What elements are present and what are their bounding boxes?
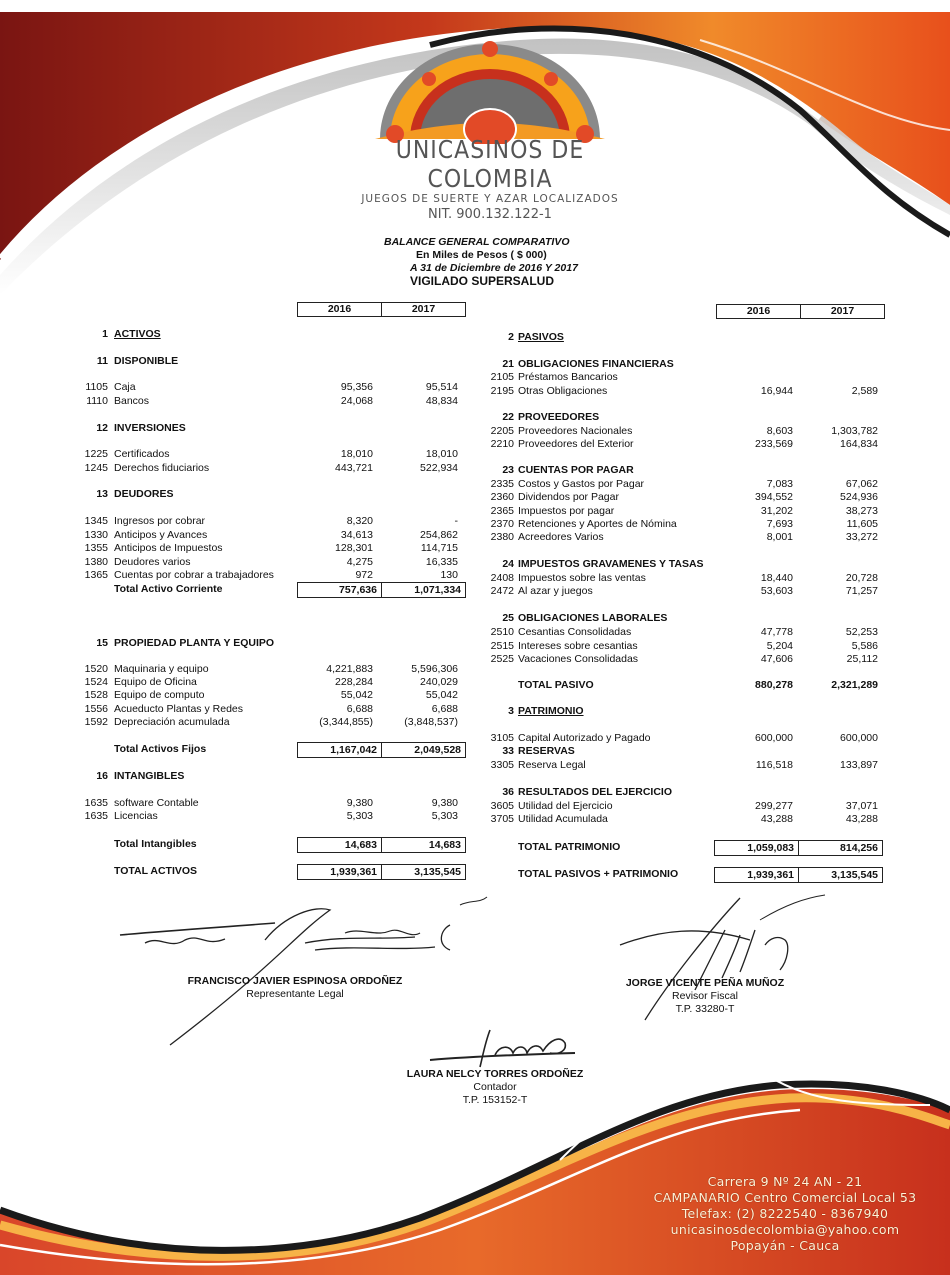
- account-code: 1520: [84, 663, 108, 675]
- account-code: 2472: [490, 585, 514, 597]
- account-code: 2510: [490, 626, 514, 638]
- total-2017: 2,049,528: [381, 743, 465, 757]
- total-2017: 814,256: [798, 841, 882, 855]
- account-code: 1524: [84, 676, 108, 688]
- year-2017: 2017: [381, 303, 465, 316]
- value-2016: 6,688: [346, 703, 373, 715]
- value-2017: 240,029: [420, 676, 458, 688]
- account-code: 12: [96, 422, 108, 434]
- total-equity-box: [714, 840, 883, 856]
- account-code: 2335: [490, 478, 514, 490]
- footer-location: CAMPANARIO Centro Comercial Local 53: [653, 1190, 917, 1205]
- account-label: PROPIEDAD PLANTA Y EQUIPO: [114, 637, 275, 649]
- value-2017: 55,042: [425, 689, 458, 701]
- account-label: Equipo de Oficina: [114, 676, 197, 688]
- account-label: Utilidad del Ejercicio: [518, 800, 613, 812]
- account-label: Proveedores Nacionales: [518, 425, 633, 437]
- account-label: Caja: [114, 381, 136, 393]
- account-label: Préstamos Bancarios: [518, 371, 618, 383]
- report-title: BALANCE GENERAL COMPARATIVO: [384, 236, 570, 248]
- value-2017: 254,862: [420, 529, 458, 541]
- assets-year-header: [297, 302, 466, 317]
- value-2016: 233,569: [755, 438, 793, 450]
- account-label: RESULTADOS DEL EJERCICIO: [518, 786, 673, 798]
- account-code: 2370: [490, 518, 514, 530]
- account-code: 36: [502, 786, 514, 798]
- account-code: 33: [502, 745, 514, 757]
- account-code: 1330: [84, 529, 108, 541]
- value-2017: -: [454, 515, 458, 527]
- total-2017: 14,683: [381, 838, 465, 852]
- signer-role: Revisor Fiscal: [672, 990, 738, 1002]
- account-label: Anticipos de Impuestos: [114, 542, 223, 554]
- account-code: 3105: [490, 732, 514, 744]
- account-code: 22: [502, 411, 514, 423]
- account-code: 13: [96, 488, 108, 500]
- value-2017: 16,335: [425, 556, 458, 568]
- account-code: 21: [502, 358, 514, 370]
- account-code: 2408: [490, 572, 514, 584]
- account-label: Capital Autorizado y Pagado: [518, 732, 651, 744]
- account-code: 3605: [490, 800, 514, 812]
- signer-name: FRANCISCO JAVIER ESPINOSA ORDOÑEZ: [187, 975, 403, 987]
- account-label: Depreciación acumulada: [114, 716, 230, 728]
- report-oversight: VIGILADO SUPERSALUD: [410, 274, 555, 288]
- account-label: DISPONIBLE: [114, 355, 179, 367]
- brand-tagline: JUEGOS DE SUERTE Y AZAR LOCALIZADOS: [361, 193, 619, 205]
- account-label: TOTAL PASIVO: [518, 679, 594, 691]
- account-label: Retenciones y Aportes de Nómina: [518, 518, 677, 530]
- total-2016: 757,636: [339, 584, 377, 596]
- footer-address: [650, 1174, 920, 1254]
- footer-street: Carrera 9 Nº 24 AN - 21: [707, 1174, 863, 1189]
- account-code: 2205: [490, 425, 514, 437]
- value-2016: 972: [355, 569, 373, 581]
- account-label: CUENTAS POR PAGAR: [518, 464, 634, 476]
- brand-nit: NIT. 900.132.122-1: [428, 207, 552, 222]
- account-code: 2380: [490, 531, 514, 543]
- account-code: 2195: [490, 385, 514, 397]
- account-code: 2: [508, 331, 514, 343]
- account-code: 1556: [84, 703, 108, 715]
- total-current-box: [297, 582, 466, 598]
- account-code: 3: [508, 705, 514, 717]
- account-label: Reserva Legal: [518, 759, 586, 771]
- account-label: RESERVAS: [518, 745, 575, 757]
- value-2017: 130: [440, 569, 458, 581]
- account-label: Total Activo Corriente: [114, 583, 223, 595]
- account-label: software Contable: [114, 797, 199, 809]
- value-2016: 128,301: [335, 542, 373, 554]
- value-2017: 114,715: [420, 542, 458, 554]
- value-2016: 5,204: [766, 640, 793, 652]
- account-label: Vacaciones Consolidadas: [518, 653, 639, 665]
- value-2016: 116,518: [755, 759, 793, 771]
- account-label: Utilidad Acumulada: [518, 813, 608, 825]
- value-2016: 8,320: [346, 515, 373, 527]
- year-2017: 2017: [800, 305, 884, 318]
- signer-role: Representante Legal: [246, 988, 344, 1000]
- account-label: Acreedores Varios: [518, 531, 604, 543]
- value-2017: 2,589: [851, 385, 878, 397]
- signer-name: JORGE VICENTE PEÑA MUÑOZ: [625, 977, 785, 989]
- report-title-block: [370, 236, 610, 288]
- account-label: Dividendos por Pagar: [518, 491, 619, 503]
- account-label: Al azar y juegos: [518, 585, 593, 597]
- value-2016: 43,288: [760, 813, 793, 825]
- account-label: INVERSIONES: [114, 422, 186, 434]
- value-2017: 52,253: [845, 626, 878, 638]
- account-label: TOTAL PATRIMONIO: [518, 841, 621, 853]
- account-label: Total Activos Fijos: [114, 743, 207, 755]
- value-2016: 18,440: [760, 572, 793, 584]
- value-2016: 24,068: [340, 395, 373, 407]
- value-2017: 20,728: [845, 572, 878, 584]
- liabilities-year-header: [716, 304, 885, 319]
- account-code: 25: [502, 612, 514, 624]
- value-2017: 524,936: [840, 491, 878, 503]
- total-2016: 1,939,361: [747, 869, 794, 881]
- account-label: Proveedores del Exterior: [518, 438, 634, 450]
- total-liabilities-equity-box: [714, 867, 883, 883]
- total-2017: 3,135,545: [381, 865, 465, 879]
- account-label: PASIVOS: [518, 331, 564, 343]
- account-label: Ingresos por cobrar: [114, 515, 206, 527]
- account-code: 24: [502, 558, 514, 570]
- value-2016: 8,001: [766, 531, 793, 543]
- account-code: 3705: [490, 813, 514, 825]
- account-label: PATRIMONIO: [518, 705, 584, 717]
- account-code: 1345: [84, 515, 108, 527]
- value-2017: 33,272: [845, 531, 878, 543]
- account-code: 1355: [84, 542, 108, 554]
- value-2017: 95,514: [425, 381, 458, 393]
- account-code: 16: [96, 770, 108, 782]
- value-2017: 5,596,306: [411, 663, 458, 675]
- account-code: 1: [102, 328, 108, 340]
- account-code: 1365: [84, 569, 108, 581]
- signer-role: Contador: [473, 1081, 517, 1093]
- total-assets-box: [297, 864, 466, 880]
- account-code: 1110: [86, 395, 108, 407]
- total-2016: 1,167,042: [330, 744, 377, 756]
- account-label: Impuestos por pagar: [518, 505, 615, 517]
- account-label: Deudores varios: [114, 556, 191, 568]
- value-2017: 9,380: [431, 797, 458, 809]
- account-label: Impuestos sobre las ventas: [518, 572, 646, 584]
- value-2017: 48,834: [425, 395, 458, 407]
- signer-name: LAURA NELCY TORRES ORDOÑEZ: [406, 1068, 584, 1080]
- account-code: 2365: [490, 505, 514, 517]
- signature-accountant: [380, 1068, 610, 1107]
- account-label: Otras Obligaciones: [518, 385, 608, 397]
- signer-tp: T.P. 33280-T: [675, 1003, 735, 1015]
- account-code: 2515: [490, 640, 514, 652]
- value-2017: 164,834: [840, 438, 878, 450]
- footer-city: Popayán - Cauca: [730, 1238, 840, 1253]
- account-label: OBLIGACIONES FINANCIERAS: [518, 358, 674, 370]
- account-code: 1380: [84, 556, 108, 568]
- account-code: 2360: [490, 491, 514, 503]
- value-2016: 53,603: [760, 585, 793, 597]
- account-label: INTANGIBLES: [114, 770, 185, 782]
- account-label: Equipo de computo: [114, 689, 205, 701]
- account-label: Anticipos y Avances: [114, 529, 208, 541]
- account-code: 1245: [84, 462, 108, 474]
- value-2016: 8,603: [766, 425, 793, 437]
- value-2017: 600,000: [840, 732, 878, 744]
- account-label: PROVEEDORES: [518, 411, 600, 423]
- account-code: 2105: [490, 371, 514, 383]
- value-2016: 18,010: [340, 448, 373, 460]
- value-2016: 394,552: [755, 491, 793, 503]
- total-2016: 14,683: [344, 839, 377, 851]
- account-code: 3305: [490, 759, 514, 771]
- account-label: Certificados: [114, 448, 170, 460]
- value-2017: 25,112: [846, 653, 878, 665]
- year-2016: 2016: [746, 305, 771, 317]
- value-2016: 4,275: [346, 556, 373, 568]
- company-logo: [360, 34, 620, 222]
- value-2017: 38,273: [845, 505, 878, 517]
- value-2017: 11,605: [846, 518, 878, 530]
- value-2017: 522,934: [420, 462, 458, 474]
- total-2017: 3,135,545: [798, 868, 882, 882]
- account-code: 2525: [490, 653, 514, 665]
- account-label: IMPUESTOS GRAVAMENES Y TASAS: [518, 558, 704, 570]
- footer-email[interactable]: unicasinosdecolombia@yahoo.com: [670, 1222, 900, 1237]
- account-label: Derechos fiduciarios: [114, 462, 210, 474]
- account-label: TOTAL ACTIVOS: [114, 865, 198, 877]
- value-2017: 37,071: [845, 800, 878, 812]
- signer-tp: T.P. 153152-T: [462, 1094, 528, 1106]
- value-2016: 7,693: [766, 518, 793, 530]
- value-2016: 47,778: [760, 626, 793, 638]
- account-code: 1225: [84, 448, 108, 460]
- account-label: Costos y Gastos por Pagar: [518, 478, 645, 490]
- value-2016: 9,380: [346, 797, 373, 809]
- value-2016: 7,083: [766, 478, 793, 490]
- total-2016: 1,939,361: [330, 866, 377, 878]
- value-2016: 5,303: [346, 810, 373, 822]
- total-intangibles-box: [297, 837, 466, 853]
- value-2017: 18,010: [425, 448, 458, 460]
- value-2016: (3,344,855): [319, 716, 373, 728]
- footer-phone: Telefax: (2) 8222540 - 8367940: [681, 1206, 889, 1221]
- account-code: 1635: [84, 797, 108, 809]
- account-code: 1635: [84, 810, 108, 822]
- signature-laura-drawing: [425, 1025, 585, 1070]
- report-date: A 31 de Diciembre de 2016 Y 2017: [410, 262, 578, 274]
- account-code: 1105: [85, 381, 108, 393]
- account-label: Total Intangibles: [114, 838, 197, 850]
- value-2016: 600,000: [755, 732, 793, 744]
- report-units: En Miles de Pesos ( $ 000): [416, 249, 547, 261]
- value-2017: (3,848,537): [404, 716, 458, 728]
- value-2016: 55,042: [340, 689, 373, 701]
- value-2017: 1,303,782: [831, 425, 878, 437]
- total-fixed-box: [297, 742, 466, 758]
- account-code: 15: [96, 637, 108, 649]
- brand-name: UNICASINOS DE COLOMBIA: [395, 136, 585, 194]
- account-code: 1592: [84, 716, 108, 728]
- value-2017: 6,688: [431, 703, 458, 715]
- account-label: Acueducto Plantas y Redes: [114, 703, 243, 715]
- value-2016: 443,721: [335, 462, 373, 474]
- value-2017: 43,288: [845, 813, 878, 825]
- year-2016: 2016: [327, 303, 352, 315]
- account-code: 2210: [490, 438, 514, 450]
- value-2017: 133,897: [840, 759, 878, 771]
- account-label: TOTAL PASIVOS + PATRIMONIO: [518, 868, 679, 880]
- logo-arch-icon: [365, 34, 615, 144]
- value-2017: 5,303: [431, 810, 458, 822]
- value-2016: 31,202: [760, 505, 793, 517]
- value-2016: 4,221,883: [326, 663, 373, 675]
- account-label: Cesantias Consolidadas: [518, 626, 632, 638]
- account-code: 11: [96, 355, 108, 367]
- total-2017: 1,071,334: [381, 583, 465, 597]
- account-label: Intereses sobre cesantias: [518, 640, 638, 652]
- value-2016: 34,613: [340, 529, 373, 541]
- value-2016: 299,277: [755, 800, 793, 812]
- signature-auditor: [605, 977, 805, 1016]
- account-label: OBLIGACIONES LABORALES: [518, 612, 668, 624]
- value-2016: 880,278: [755, 679, 793, 691]
- value-2016: 47,606: [760, 653, 793, 665]
- account-code: 1528: [84, 689, 108, 701]
- value-2016: 228,284: [335, 676, 373, 688]
- value-2017: 5,586: [851, 640, 878, 652]
- value-2017: 71,257: [845, 585, 878, 597]
- account-code: 23: [502, 464, 514, 476]
- value-2017: 67,062: [845, 478, 878, 490]
- total-2016: 1,059,083: [747, 842, 794, 854]
- value-2017: 2,321,289: [831, 679, 878, 691]
- account-label: DEUDORES: [114, 488, 174, 500]
- signature-legal-rep: [160, 975, 430, 1001]
- account-label: Cuentas por cobrar a trabajadores: [114, 569, 274, 581]
- value-2016: 95,356: [340, 381, 373, 393]
- account-label: Licencias: [114, 810, 158, 822]
- account-label: ACTIVOS: [114, 328, 161, 340]
- account-label: Bancos: [114, 395, 150, 407]
- account-label: Maquinaria y equipo: [114, 663, 209, 675]
- value-2016: 16,944: [760, 385, 793, 397]
